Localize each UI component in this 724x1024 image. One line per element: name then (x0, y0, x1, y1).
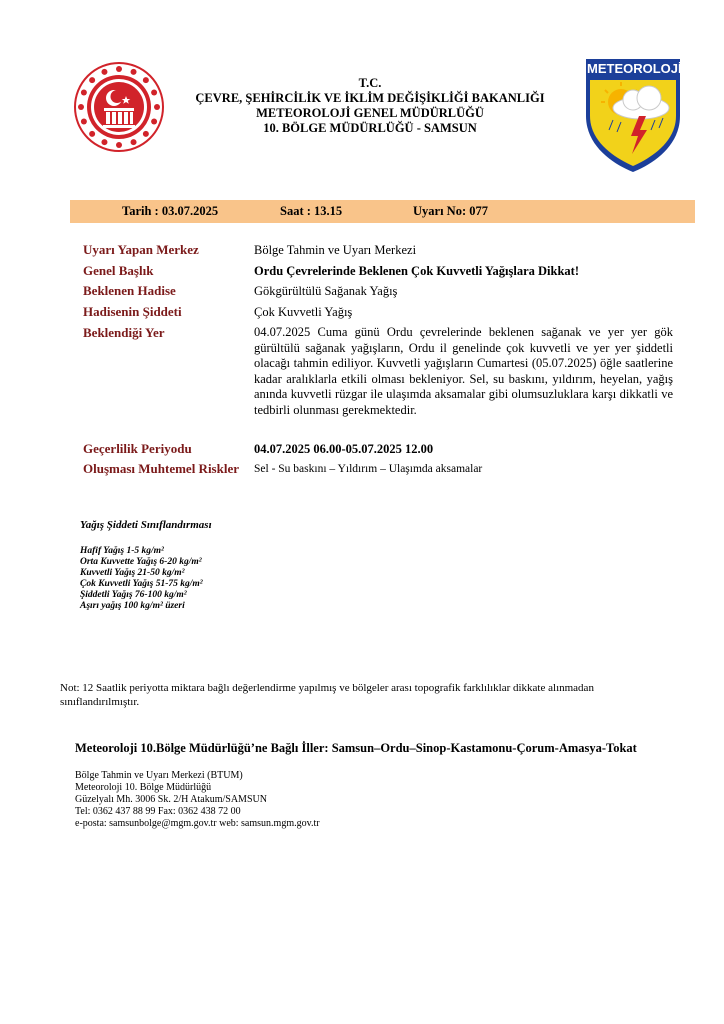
field-value-event: Gökgürültülü Sağanak Yağış (254, 284, 398, 298)
header-ministry: ÇEVRE, ŞEHİRCİLİK VE İKLİM DEĞİŞİKLİĞİ BAKANLIĞI (195, 91, 545, 105)
classification-item: Hafif Yağış 1-5 kg/m² (80, 546, 164, 556)
field-value-risks: Sel - Su baskını – Yıldırım – Ulaşımda aksamalar (254, 463, 483, 475)
field-value-severity: Çok Kuvvetli Yağış (254, 305, 353, 319)
logo-star (143, 131, 149, 137)
field-label-event: Beklenen Hadise (83, 283, 176, 298)
classification-title: Yağış Şiddeti Sınıflandırması (80, 519, 212, 531)
logo-star (89, 77, 95, 83)
classification-item: Kuvvetli Yağış 21-50 kg/m² (80, 568, 185, 578)
provinces-text: Meteoroloji 10.Bölge Müdürlüğü’ne Bağlı İller: Samsun–Ordu–Sinop-Kastamonu-Çorum-Amasya-Tokat (75, 741, 637, 755)
field-label-location: Beklendiği Yer (83, 325, 165, 340)
classification-item: Aşırı yağış 100 kg/m² üzeri (80, 601, 185, 611)
logo-star (81, 89, 87, 95)
logo-star (143, 77, 149, 83)
field-value-center: Bölge Tahmin ve Uyarı Merkezi (254, 243, 417, 257)
logo-star (89, 131, 95, 137)
classification-item: Çok Kuvvetli Yağış 51-75 kg/m² (80, 579, 203, 589)
time-text: Saat : 13.15 (280, 204, 343, 218)
logo-star (101, 69, 107, 75)
date-text: Tarih : 03.07.2025 (122, 204, 219, 218)
meteoroloji-logo-text: METEOROLOJİ (587, 61, 682, 76)
contact-line: Güzelyalı Mh. 3006 Sk. 2/H Atakum/SAMSUN (75, 794, 267, 805)
field-value-title: Ordu Çevrelerinde Beklenen Çok Kuvvetli Yağışlara Dikkat! (254, 264, 579, 278)
contact-email-web[interactable]: e-posta: samsunbolge@mgm.gov.tr web: samsun.mgm.gov.tr (75, 818, 320, 829)
ministry-logo (70, 58, 168, 156)
field-label-validity: Geçerlilik Periyodu (83, 441, 192, 456)
field-value-validity: 04.07.2025 06.00-05.07.2025 12.00 (254, 442, 434, 456)
classification-item: Orta Kuvvette Yağış 6-20 kg/m² (80, 557, 202, 567)
logo-star (131, 139, 137, 145)
field-label-risks: Oluşması Muhtemel Riskler (83, 461, 239, 476)
field-value-location: 04.07.2025 Cuma günü Ordu çevrelerinde beklenen sağanak ve yer yer gök gürültülü sağanak yağışların, Ordu il genelinde çok kuvvetli ve yer yer şiddetli olacağı tahmin ediliyor. Kuvvetli yağışların Cumartesi (05.07.2025) öğle saatlerine kadar aralıklarla etkili olması bekleniyor. Sel, su baskını, yıldırım, heyelan, yağış anında kuvvetli rüzgar ile ulaşımda aksamalar gibi olumsuzluklara karşı dikkatli ve tedbirli olunması gerekmektedir. (254, 325, 673, 417)
contact-line: Bölge Tahmin ve Uyarı Merkezi (BTUM) (75, 770, 243, 781)
logo-star (151, 119, 157, 125)
classification-item: Şiddetli Yağış 76-100 kg/m² (80, 590, 187, 600)
logo-star (154, 104, 160, 110)
contact-line: Tel: 0362 437 88 99 Fax: 0362 438 72 00 (75, 806, 241, 817)
logo-star (131, 69, 137, 75)
field-label-center: Uyarı Yapan Merkez (83, 242, 199, 257)
header-region: 10. BÖLGE MÜDÜRLÜĞÜ - SAMSUN (263, 121, 477, 135)
field-label-title: Genel Başlık (83, 263, 154, 278)
header-directorate: METEOROLOJİ GENEL MÜDÜRLÜĞÜ (256, 106, 484, 120)
header-tc: T.C. (358, 76, 382, 90)
field-label-severity: Hadisenin Şiddeti (83, 304, 182, 319)
logo-star (81, 119, 87, 125)
warning-number: Uyarı No: 077 (413, 204, 488, 218)
logo-star (78, 104, 84, 110)
logo-star (116, 142, 122, 148)
logo-star (101, 139, 107, 145)
contact-line: Meteoroloji 10. Bölge Müdürlüğü (75, 782, 212, 793)
note-text: Not: 12 Saatlik periyotta miktara bağlı değerlendirme yapılmış ve bölgeler arası topografik farklılıklar dikkate alınmadan sınıflandırılmıştır. (60, 682, 594, 708)
logo-star (116, 66, 122, 72)
logo-star (151, 89, 157, 95)
meteoroloji-logo (583, 56, 683, 174)
